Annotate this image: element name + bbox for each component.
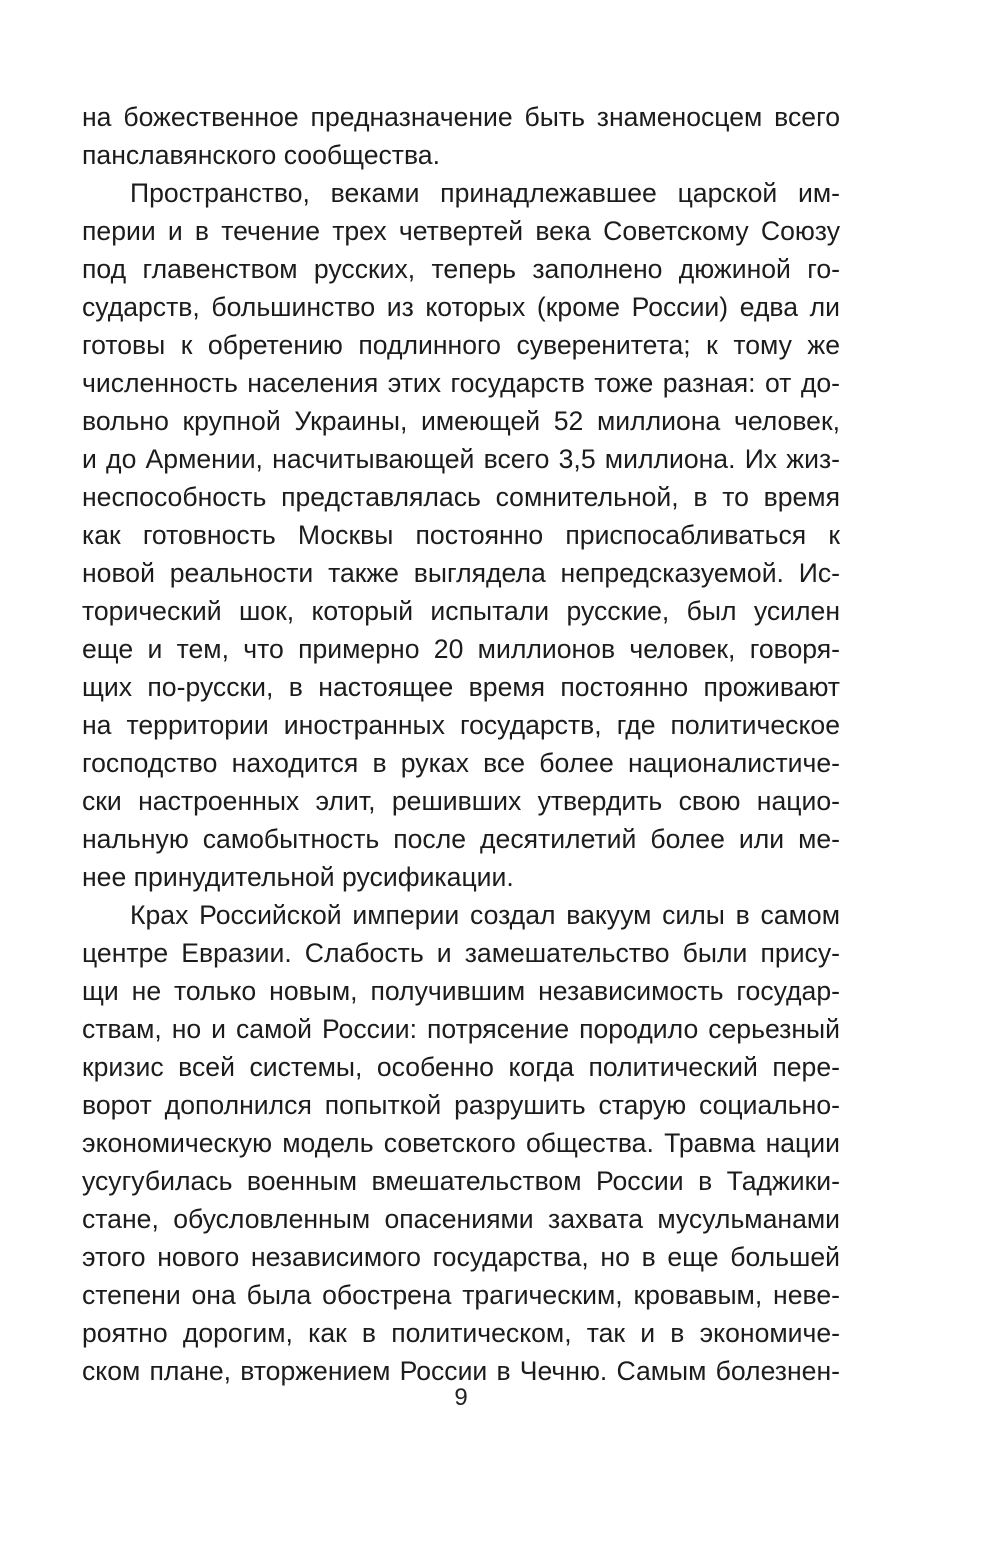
text-line: сударств, большинство из которых (кроме России) едва ли <box>82 292 840 322</box>
text-line: ском плане, вторжением России в Чечню. Самым болезнен- <box>82 1356 840 1386</box>
book-page <box>82 97 840 1517</box>
text-line: на божественное предназначение быть знаменосцем всего <box>82 102 840 132</box>
text-line: Пространство, веками принадлежавшее царской им- <box>130 178 840 208</box>
text-line: щи не только новым, получившим независимость государ- <box>82 976 840 1006</box>
page-number: 9 <box>454 1384 468 1411</box>
text-line: этого нового независимого государства, но в еще большей <box>82 1242 840 1272</box>
text-line: Крах Российской империи создал вакуум силы в самом <box>130 900 840 930</box>
text-line: под главенством русских, теперь заполнено дюжиной го- <box>82 254 840 284</box>
text-line: перии и в течение трех четвертей века Советскому Союзу <box>82 216 840 246</box>
text-line: экономическую модель советского общества. Травма нации <box>82 1128 840 1158</box>
text-line: торический шок, который испытали русские, был усилен <box>82 596 840 626</box>
text-line: роятно дорогим, как в политическом, так и в экономиче- <box>82 1318 840 1348</box>
text-line: степени она была обострена трагическим, кровавым, неве- <box>82 1280 840 1310</box>
text-line: вольно крупной Украины, имеющей 52 миллиона человек, <box>82 406 840 436</box>
text-line: ски настроенных элит, решивших утвердить свою нацио- <box>82 786 840 816</box>
text-line: еще и тем, что примерно 20 миллионов человек, говоря- <box>82 634 840 664</box>
text-line: готовы к обретению подлинного суверенитета; к тому же <box>82 330 840 360</box>
text-line: численность населения этих государств тоже разная: от до- <box>82 368 840 398</box>
text-line: неспособность представлялась сомнительной, в то время <box>82 482 840 512</box>
text-line: центре Евразии. Слабость и замешательство были прису- <box>82 938 840 968</box>
text-line: ворот дополнился попыткой разрушить старую социально- <box>82 1090 840 1120</box>
text-line: господство находится в руках все более националистиче- <box>82 748 840 778</box>
text-line: кризис всей системы, особенно когда политический пере- <box>82 1052 840 1082</box>
text-line: щих по-русски, в настоящее время постоянно проживают <box>82 672 840 702</box>
text-line: панславянского сообщества. <box>82 140 440 170</box>
text-line: ствам, но и самой России: потрясение породило серьезный <box>82 1014 840 1044</box>
text-line: стане, обусловленным опасениями захвата мусульманами <box>82 1204 840 1234</box>
text-line: усугубилась военным вмешательством России в Таджики- <box>82 1166 840 1196</box>
text-line: нее принудительной русификации. <box>82 862 514 892</box>
text-line: новой реальности также выглядела непредсказуемой. Ис- <box>82 558 840 588</box>
text-line: на территории иностранных государств, где политическое <box>82 710 840 740</box>
text-line: и до Армении, насчитывающей всего 3,5 миллиона. Их жиз- <box>82 444 840 474</box>
text-line: нальную самобытность после десятилетий более или ме- <box>82 824 840 854</box>
text-line: как готовность Москвы постоянно приспосабливаться к <box>82 520 840 550</box>
